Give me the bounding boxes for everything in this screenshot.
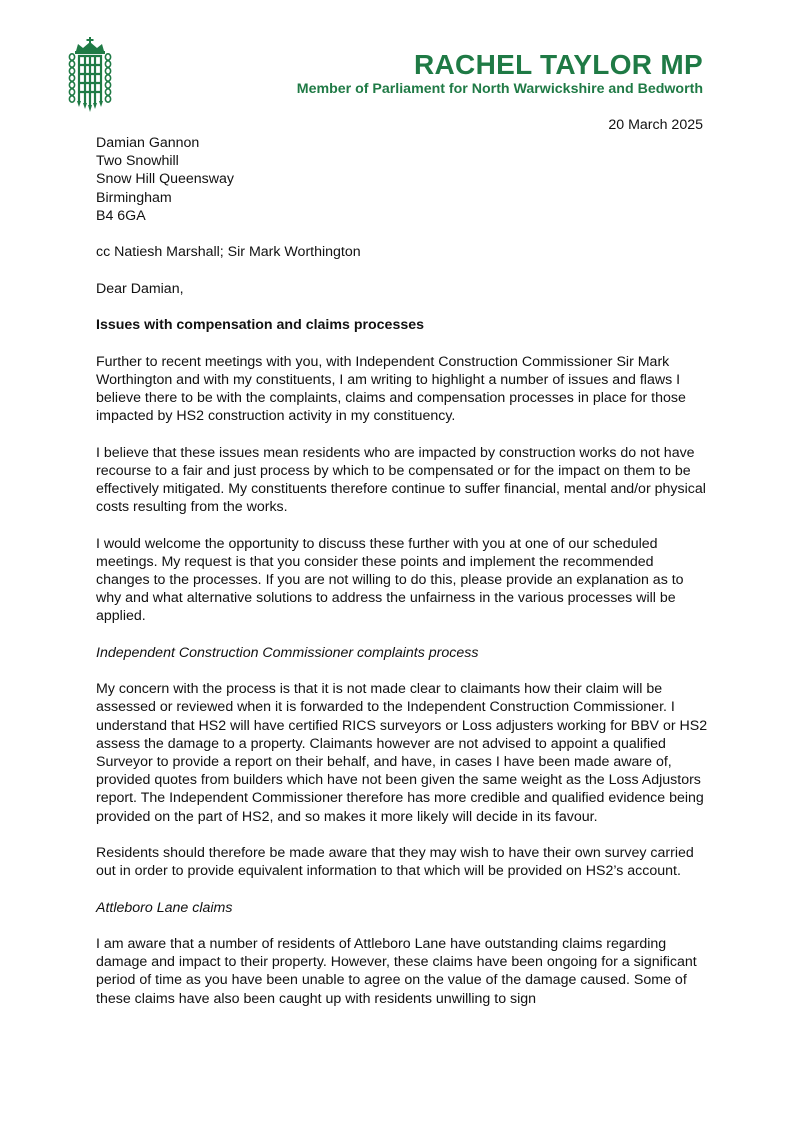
impact-paragraph: I believe that these issues mean residents who are impacted by construction works do not have recourse to a fair and just process by which to be compensated or for the impact on them to be effectively mitigated. My constituents therefore continue to suffer financial, mental and/or physical costs resulting from the works. [96, 444, 706, 516]
letter-body [96, 134, 708, 1008]
intro-paragraph: Further to recent meetings with you, with Independent Construction Commissioner Sir Mark Worthington and with my constituents, I am writing to highlight a number of issues and flaws I believe there to be with the complaints, claims and compensation processes in place for those impacted by HS2 construction activity in my constituency. [96, 353, 686, 425]
section-heading: Attleboro Lane claims [96, 899, 233, 916]
section-paragraph: My concern with the process is that it is not made clear to claimants how their claim will be assessed or reviewed when it is forwarded to the Independent Construction Commissioner. I understand that HS2 will have certified RICS surveyors or Loss adjusters working for BBV or HS2 assess the damage to a property. Claimants however are not advised to appoint a qualified Surveyor to provide a report on their behalf, and have, in cases I have been made aware of, provided quotes from builders which have not been given the same weight as the Loss Adjustors report. The Independent Commissioner therefore has more credible and qualified evidence being provided on the part of HS2, and so makes it more likely will decide in its favour. [96, 681, 708, 825]
address-line-2: Snow Hill Queensway [96, 171, 234, 188]
mp-constituency-title: Member of Parliament for North Warwickshire and Bedworth [296, 81, 703, 97]
request-paragraph: I would welcome the opportunity to discuss these further with you at one of our scheduled meetings. My request is that you consider these points and implement the recommended changes to the processes. If you are not willing to do this, please provide an explanation as to why and what alternative solutions to address the unfairness in the various processes will be applied. [96, 535, 684, 625]
portcullis-crest-icon [66, 37, 114, 113]
mp-name: RACHEL TAYLOR MP [414, 49, 703, 80]
recipient-address [96, 134, 708, 225]
salutation: Dear Damian, [96, 280, 184, 297]
address-line-1: Two Snowhill [96, 153, 179, 170]
address-postcode: B4 6GA [96, 207, 146, 224]
recipient-name: Damian Gannon [96, 135, 200, 151]
section-paragraph: I am aware that a number of residents of Attleboro Lane have outstanding claims regarding damage and impact to their property. However, these claims have been ongoing for a significant period of time as you have been unable to agree on the value of the damage caused. Some of these claims have also been caught up with residents unwilling to sign [96, 935, 697, 1007]
address-city: Birmingham [96, 189, 172, 206]
cc-line: cc Natiesh Marshall; Sir Mark Worthington [96, 244, 361, 261]
subject-line: Issues with compensation and claims processes [96, 317, 425, 334]
section-paragraph: Residents should therefore be made aware that they may wish to have their own survey carried out in order to provide equivalent information to that which will be provided on HS2’s account. [96, 844, 694, 880]
letter-date: 20 March 2025 [608, 117, 703, 133]
section-heading: Independent Construction Commissioner complaints process [96, 644, 479, 661]
